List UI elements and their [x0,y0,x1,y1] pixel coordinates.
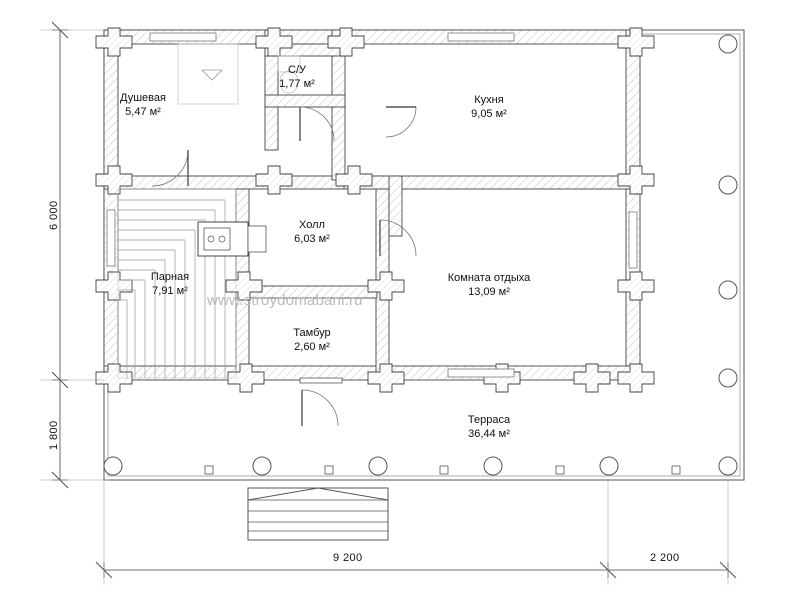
entry-stairs [248,488,388,540]
dimension-left-upper: 6 000 [48,200,60,230]
room-name: С/У [288,64,306,76]
room-area: 2,60 м² [294,341,330,353]
room-area: 9,05 м² [471,108,507,120]
windows [107,33,637,377]
room-area: 6,03 м² [294,233,330,245]
wc-fixtures [278,56,300,93]
room-area: 36,44 м² [468,428,510,440]
room-name: Парная [150,271,190,283]
dimension-left-lower: 1 800 [48,420,60,450]
watermark: www.stroydomabani.ru [207,292,363,309]
room-area: 7,91 м² [152,285,188,297]
stove [198,222,266,256]
room-name: Терраса [467,414,511,426]
shower-fixtures [178,44,238,104]
dimension-bottom-right: 2 200 [650,552,680,564]
room-name: Кухня [474,94,504,106]
walls-hatch [104,30,640,380]
room-name: Холл [299,219,325,231]
room-name: Душевая [120,92,166,104]
room-name: Комната отдыха [447,272,531,284]
room-name: Тамбур [293,327,331,339]
room-area: 1,77 м² [279,78,315,90]
room-area: 13,09 м² [468,286,510,298]
dimension-bottom-main: 9 200 [333,552,363,564]
room-area: 5,47 м² [125,106,161,118]
sauna-bench [118,189,236,378]
